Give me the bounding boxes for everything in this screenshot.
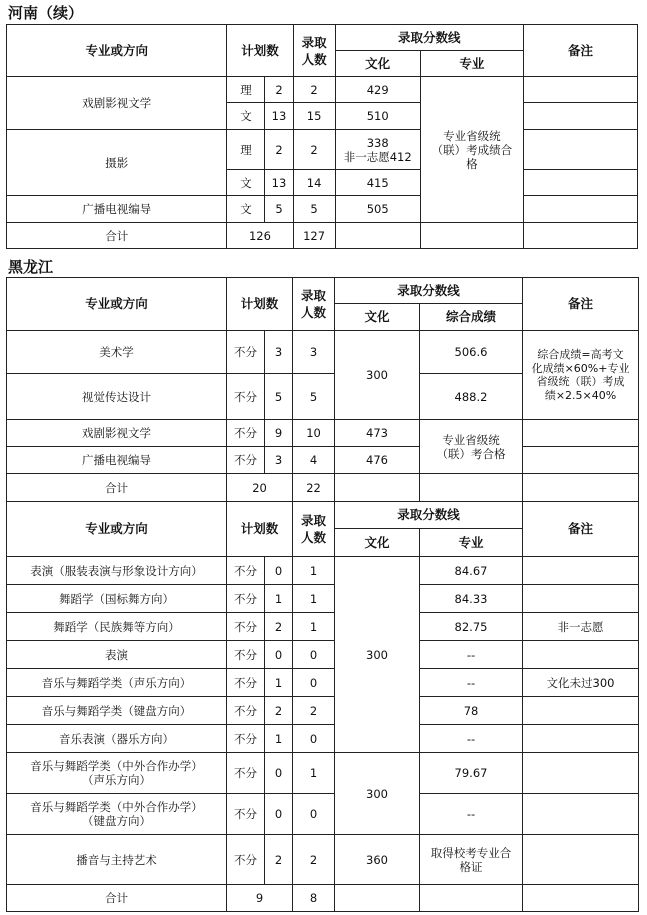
total-admitted: 127 — [293, 223, 335, 249]
cell-plan: 1 — [265, 585, 293, 613]
cell-plan: 5 — [265, 374, 293, 420]
header-major: 专业或方向 — [7, 278, 227, 331]
cell-track: 不分 — [227, 374, 265, 420]
cell-composite-note: 专业省级统 （联）考合格 — [420, 420, 523, 474]
cell-specialty: -- — [420, 794, 523, 835]
cell-track: 不分 — [227, 331, 265, 374]
header-specialty: 专业 — [420, 529, 523, 557]
cell-culture: 415 — [335, 170, 420, 196]
cell-plan: 2 — [265, 835, 293, 885]
cell-major: 戏剧影视文学 — [7, 420, 227, 447]
total-admitted: 8 — [293, 885, 335, 912]
cell-remark — [523, 557, 639, 585]
section-title-heilongjiang: 黑龙江 — [8, 258, 54, 276]
cell-culture-merged: 300 — [335, 753, 420, 835]
cell-admitted: 2 — [293, 130, 335, 170]
cell-culture-merged: 300 — [335, 331, 420, 420]
cell-major: 音乐与舞蹈学类（声乐方向） — [7, 669, 227, 697]
cell-track: 不分 — [227, 725, 265, 753]
cell-admitted: 1 — [293, 557, 335, 585]
cell-remark — [523, 753, 639, 794]
cell-admitted: 14 — [293, 170, 335, 196]
cell-track: 文 — [227, 103, 265, 130]
cell-plan: 0 — [265, 641, 293, 669]
cell-plan: 5 — [265, 196, 293, 223]
cell-major: 音乐与舞蹈学类（键盘方向） — [7, 697, 227, 725]
total-admitted: 22 — [293, 474, 335, 502]
cell-track: 文 — [227, 170, 265, 196]
cell-track: 不分 — [227, 794, 265, 835]
header-plan: 计划数 — [227, 502, 293, 557]
total-plan: 9 — [227, 885, 293, 912]
cell-plan: 2 — [265, 697, 293, 725]
cell-admitted: 10 — [293, 420, 335, 447]
cell-culture: 510 — [335, 103, 420, 130]
cell-admitted: 5 — [293, 374, 335, 420]
cell-remark — [523, 585, 639, 613]
header-score-line: 录取分数线 — [335, 25, 523, 51]
cell-remark: 非一志愿 — [523, 613, 639, 641]
cell-plan: 1 — [265, 725, 293, 753]
cell-admitted: 1 — [293, 753, 335, 794]
cell-specialty: -- — [420, 641, 523, 669]
cell-plan: 0 — [265, 753, 293, 794]
cell-culture: 360 — [335, 835, 420, 885]
cell-track: 不分 — [227, 420, 265, 447]
header-culture: 文化 — [335, 304, 420, 331]
cell-remark — [523, 835, 639, 885]
header-major: 专业或方向 — [7, 502, 227, 557]
cell-plan: 13 — [265, 170, 293, 196]
cell-admitted: 0 — [293, 641, 335, 669]
header-remark: 备注 — [523, 278, 639, 331]
cell-major: 摄影 — [7, 130, 227, 196]
header-admitted: 录取 人数 — [293, 278, 335, 331]
total-label: 合计 — [7, 474, 227, 502]
cell-specialty: -- — [420, 669, 523, 697]
heilongjiang-table — [6, 277, 639, 912]
cell-plan: 1 — [265, 669, 293, 697]
cell-major: 音乐表演（器乐方向） — [7, 725, 227, 753]
cell-admitted: 2 — [293, 77, 335, 103]
cell-major: 舞蹈学（民族舞等方向） — [7, 613, 227, 641]
cell-major: 广播电视编导 — [7, 196, 227, 223]
henan-table — [6, 24, 524, 249]
cell-major: 美术学 — [7, 331, 227, 374]
cell-remark: 文化未过300 — [523, 669, 639, 697]
cell-track: 不分 — [227, 641, 265, 669]
cell-culture: 338 非一志愿412 — [335, 130, 420, 170]
cell-culture: 429 — [335, 77, 420, 103]
cell-admitted: 0 — [293, 794, 335, 835]
cell-admitted: 15 — [293, 103, 335, 130]
cell-specialty: 82.75 — [420, 613, 523, 641]
cell-remark — [523, 641, 639, 669]
cell-plan: 2 — [265, 613, 293, 641]
header-score-line: 录取分数线 — [335, 278, 523, 304]
cell-specialty: 取得校考专业合 格证 — [420, 835, 523, 885]
header-admitted: 录取 人数 — [293, 502, 335, 557]
header-remark: 备注 — [523, 502, 639, 557]
cell-plan: 9 — [265, 420, 293, 447]
cell-plan: 0 — [265, 794, 293, 835]
cell-culture: 476 — [335, 447, 420, 474]
cell-track: 文 — [227, 196, 265, 223]
cell-major: 表演（服装表演与形象设计方向） — [7, 557, 227, 585]
cell-admitted: 2 — [293, 697, 335, 725]
cell-admitted: 5 — [293, 196, 335, 223]
cell-culture: 473 — [335, 420, 420, 447]
cell-major: 音乐与舞蹈学类（中外合作办学） （键盘方向） — [7, 794, 227, 835]
cell-major: 播音与主持艺术 — [7, 835, 227, 885]
cell-plan: 2 — [265, 130, 293, 170]
cell-plan: 3 — [265, 331, 293, 374]
cell-track: 不分 — [227, 557, 265, 585]
cell-specialty: 79.67 — [420, 753, 523, 794]
cell-remark — [523, 697, 639, 725]
header-composite: 综合成绩 — [420, 304, 523, 331]
cell-composite: 506.6 — [420, 331, 523, 374]
cell-plan: 13 — [265, 103, 293, 130]
cell-admitted: 2 — [293, 835, 335, 885]
cell-track: 理 — [227, 77, 265, 103]
cell-remark-note: 综合成绩=高考文 化成绩×60%+专业 省级统（联）考成 绩×2.5×40% — [523, 331, 639, 420]
cell-track: 不分 — [227, 697, 265, 725]
cell-track: 不分 — [227, 835, 265, 885]
header-plan: 计划数 — [227, 278, 293, 331]
cell-remark — [523, 725, 639, 753]
cell-culture-merged: 300 — [335, 557, 420, 753]
cell-specialty: 84.33 — [420, 585, 523, 613]
cell-major: 舞蹈学（国标舞方向） — [7, 585, 227, 613]
header-major: 专业或方向 — [7, 25, 227, 77]
cell-track: 理 — [227, 130, 265, 170]
cell-track: 不分 — [227, 669, 265, 697]
cell-major: 视觉传达设计 — [7, 374, 227, 420]
total-plan: 20 — [227, 474, 293, 502]
cell-admitted: 1 — [293, 613, 335, 641]
cell-specialty: 78 — [420, 697, 523, 725]
section-title-henan: 河南（续） — [8, 4, 84, 22]
cell-specialty: -- — [420, 725, 523, 753]
header-culture: 文化 — [335, 51, 420, 77]
header-remark: 备注 — [524, 25, 638, 77]
cell-admitted: 0 — [293, 669, 335, 697]
total-label: 合计 — [7, 885, 227, 912]
cell-track: 不分 — [227, 447, 265, 474]
cell-track: 不分 — [227, 613, 265, 641]
cell-culture: 505 — [335, 196, 420, 223]
cell-major: 表演 — [7, 641, 227, 669]
cell-track: 不分 — [227, 585, 265, 613]
cell-track: 不分 — [227, 753, 265, 794]
cell-plan: 3 — [265, 447, 293, 474]
cell-major: 戏剧影视文学 — [7, 77, 227, 130]
cell-admitted: 3 — [293, 331, 335, 374]
henan-remark-column — [523, 24, 638, 249]
cell-plan: 0 — [265, 557, 293, 585]
cell-admitted: 4 — [293, 447, 335, 474]
cell-major: 广播电视编导 — [7, 447, 227, 474]
cell-specialty: 84.67 — [420, 557, 523, 585]
cell-admitted: 1 — [293, 585, 335, 613]
header-specialty: 专业 — [420, 51, 523, 77]
header-admitted: 录取 人数 — [293, 25, 335, 77]
cell-major: 音乐与舞蹈学类（中外合作办学） （声乐方向） — [7, 753, 227, 794]
cell-composite: 488.2 — [420, 374, 523, 420]
cell-admitted: 0 — [293, 725, 335, 753]
header-plan: 计划数 — [227, 25, 293, 77]
cell-specialty-note: 专业省级统 （联）考成绩合 格 — [420, 77, 523, 223]
header-culture: 文化 — [335, 529, 420, 557]
total-plan: 126 — [227, 223, 293, 249]
total-label: 合计 — [7, 223, 227, 249]
cell-plan: 2 — [265, 77, 293, 103]
cell-remark — [523, 794, 639, 835]
header-score-line: 录取分数线 — [335, 502, 523, 529]
